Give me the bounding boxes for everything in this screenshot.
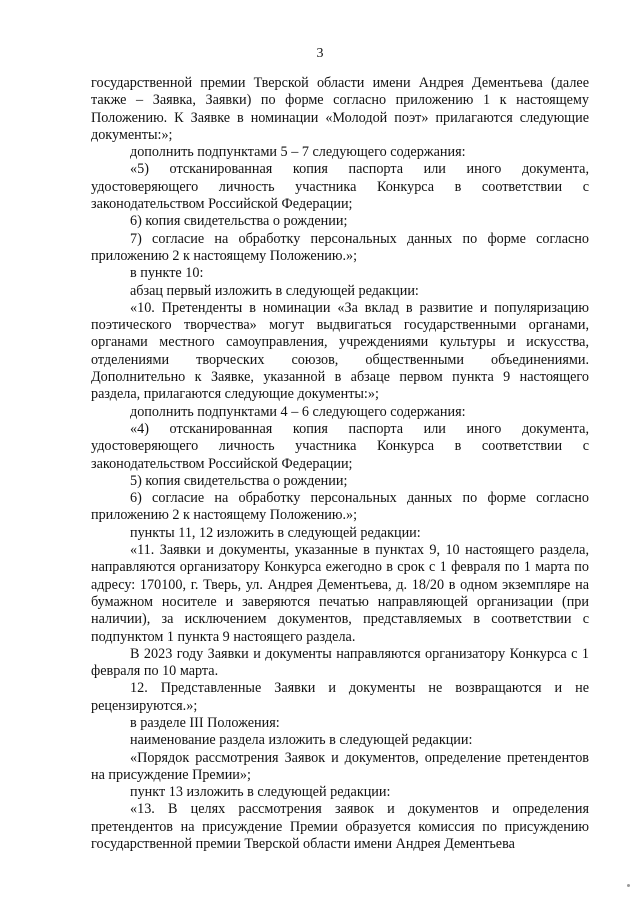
paragraph: в разделе III Положения: <box>130 714 280 731</box>
paragraph: В 2023 году Заявки и документы направляются организатору Конкурса с 1 февраля по 10 марта. <box>91 645 589 680</box>
paragraph: 7) согласие на обработку персональных данных по форме согласно приложению 2 к настоящему Положению.»; <box>91 230 589 264</box>
document-body <box>91 75 589 853</box>
paragraph: «10. Претенденты в номинации «За вклад в развитие и популяризацию поэтического творчества» могут выдвигаться государственными органами, органами местного самоуправления, учреждениями культуры и искусства, отделениями творческих союзов, общественными объединениями. Дополнительно к Заявке, указанной в абзаце первом пункта 9 настоящего раздела, прилагаются следующие документы:»; <box>91 299 589 403</box>
scan-speck <box>627 884 630 887</box>
paragraph: государственной премии Тверской области имени Андрея Дементьева (далее также – Заявка, Заявки) по форме согласно приложению 1 к настоящему Положению. К Заявке в номинации «Молодой поэт» прилагаются следующие документы:»; <box>91 75 589 143</box>
paragraph: абзац первый изложить в следующей редакции: <box>130 282 419 299</box>
paragraph: 12. Представленные Заявки и документы не возвращаются и не рецензируются.»; <box>91 680 589 714</box>
page-number: 3 <box>316 46 324 61</box>
paragraph: «4) отсканированная копия паспорта или иного документа, удостоверяющего личность участника Конкурса в соответствии с законодательством Российской Федерации; <box>91 420 589 472</box>
paragraph: «5) отсканированная копия паспорта или иного документа, удостоверяющего личность участника Конкурса в соответствии с законодательством Российской Федерации; <box>91 161 589 213</box>
paragraph: 6) копия свидетельства о рождении; <box>130 213 348 230</box>
paragraph: в пункте 10: <box>130 265 204 282</box>
paragraph: 6) согласие на обработку персональных данных по форме согласно приложению 2 к настоящему Положению.»; <box>91 490 589 524</box>
paragraph: «Порядок рассмотрения Заявок и документов, определение претендентов на присуждение Премии»; <box>91 749 589 783</box>
paragraph: 5) копия свидетельства о рождении; <box>130 472 348 489</box>
paragraph: пункты 11, 12 изложить в следующей редакции: <box>130 524 421 541</box>
paragraph: дополнить подпунктами 4 – 6 следующего содержания: <box>130 403 466 420</box>
paragraph: «11. Заявки и документы, указанные в пунктах 9, 10 настоящего раздела, направляются организатору Конкурса ежегодно в срок с 1 февраля по 1 марта по адресу: 170100, г. Тверь, ул. Андрея Дементьева, д. 18/20 в одном экземпляре на бумажном носителе и заверяются печатью направляющей организации (при наличии), за исключением документов, представляемых в соответствии с подпунктом 1 пункта 9 настоящего раздела. <box>91 542 589 645</box>
paragraph: дополнить подпунктами 5 – 7 следующего содержания: <box>130 144 466 161</box>
paragraph: «13. В целях рассмотрения заявок и документов и определения претендентов на присуждение Премии образуется комиссия по присуждению государственной премии Тверской области имени Андрея Дементьева <box>91 801 589 853</box>
paragraph: пункт 13 изложить в следующей редакции: <box>130 784 391 801</box>
paragraph: наименование раздела изложить в следующей редакции: <box>130 732 473 749</box>
